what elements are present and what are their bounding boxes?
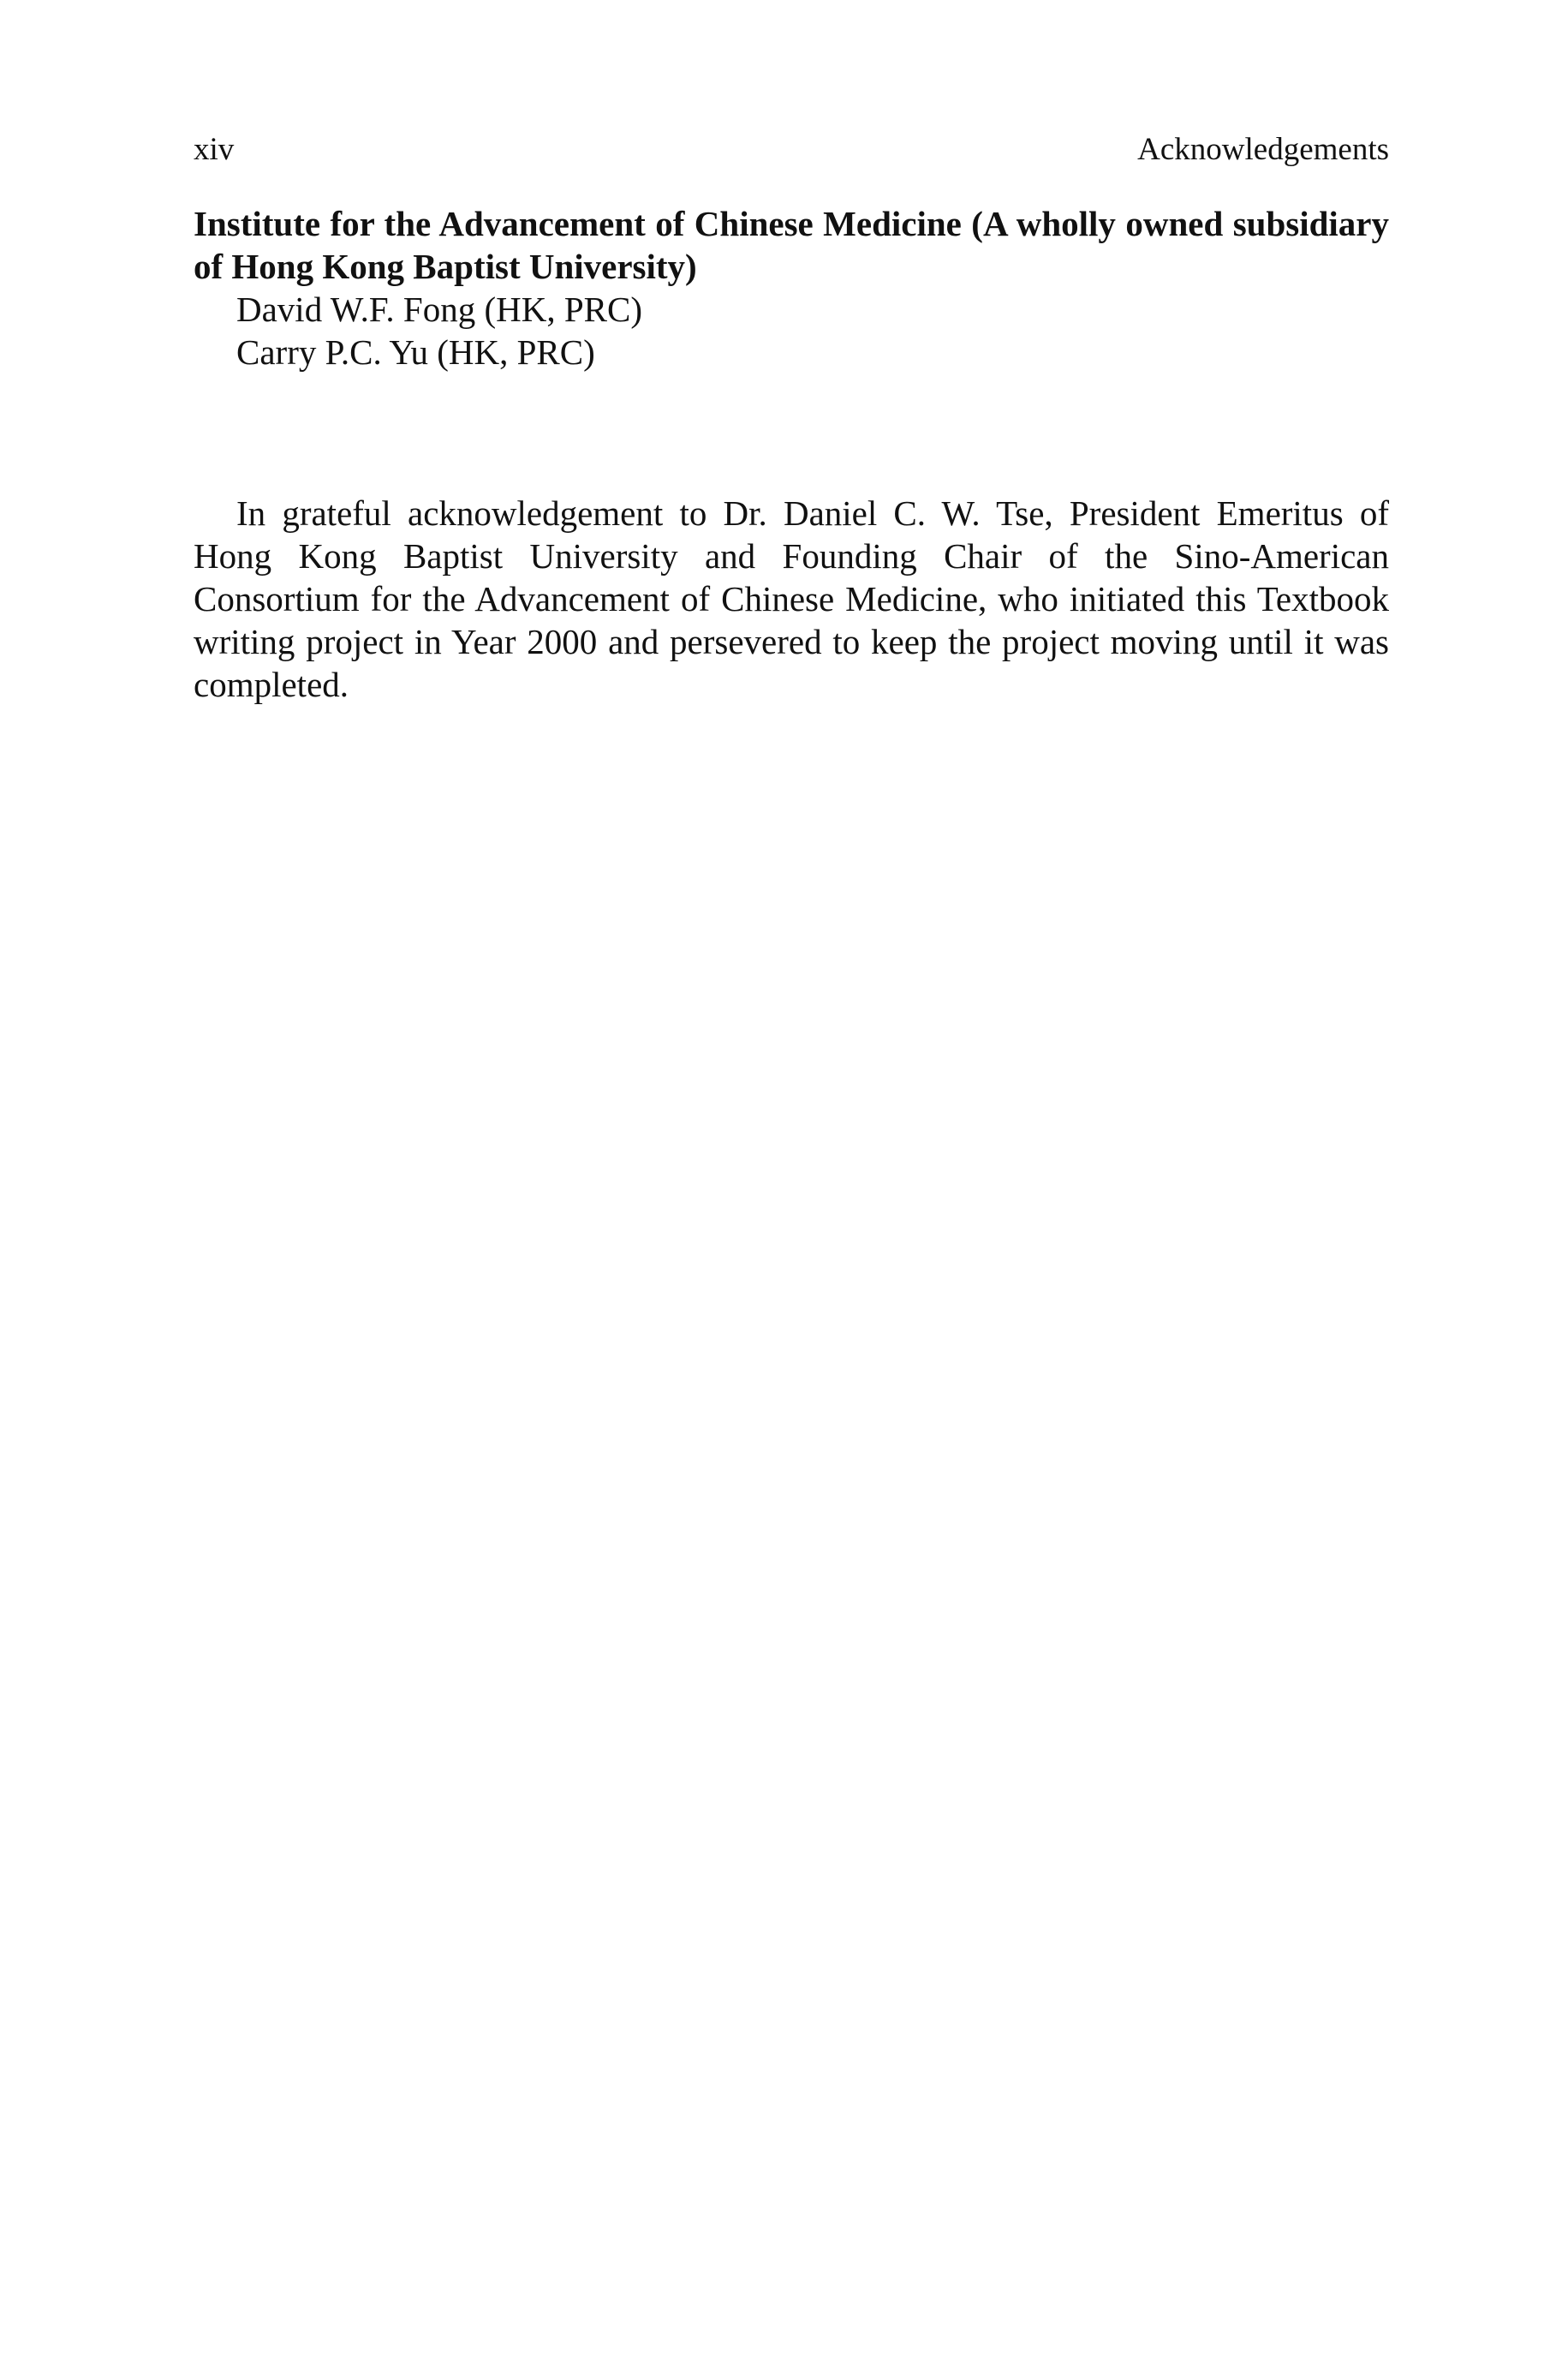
- page-header: [194, 128, 1389, 171]
- member-name: David W.F. Fong (HK, PRC): [236, 290, 642, 329]
- page-content: [194, 202, 1389, 706]
- section-heading: Institute for the Advancement of Chinese Medicine (A wholly owned subsidiary of Hong Kong Baptist University): [194, 204, 1389, 286]
- running-title: Acknowledgements: [1137, 132, 1389, 167]
- member-list: [194, 288, 1389, 373]
- member-name: Carry P.C. Yu (HK, PRC): [236, 332, 595, 372]
- page-number: xiv: [194, 132, 235, 167]
- dedication-paragraph: In grateful acknowledgement to Dr. Daniel C. W. Tse, President Emeritus of Hong Kong Baptist University and Founding Chair of the Sino-American Consortium for the Advancement of Chinese Medicine, who initiated this Textbook writing project in Year 2000 and persevered to keep the project moving until it was completed.: [194, 493, 1389, 704]
